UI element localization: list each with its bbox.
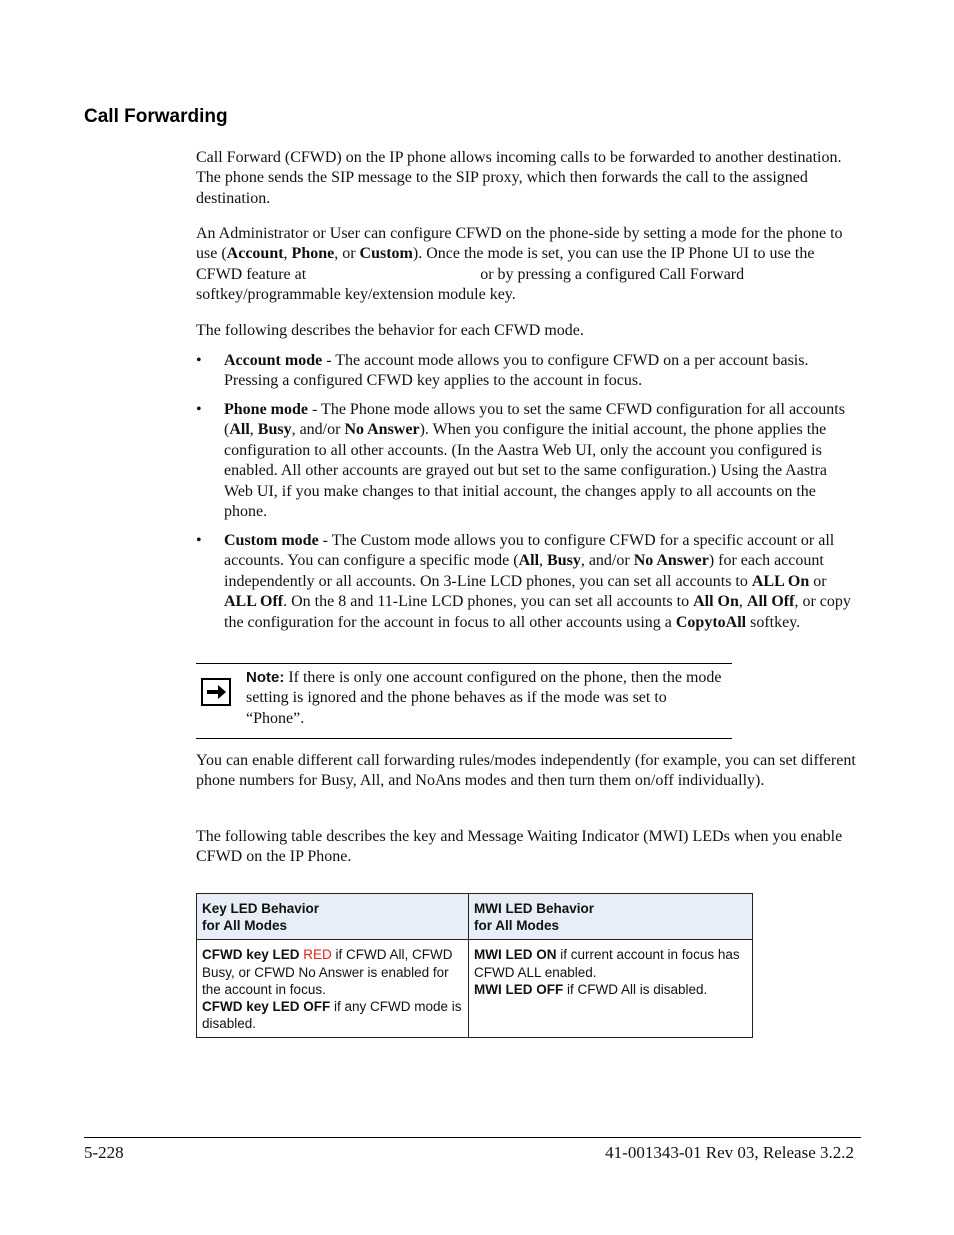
text-run: ). When you configure the initial account, the phone applies the configuration to all other accounts. (In the Aastra Web UI, only the account you configured is enabled. All other accounts are grayed out but set to the same configuration.) Using the Aastra Web UI, if you make changes to that initial account, the changes apply to all accounts on the phone. <box>224 421 827 521</box>
bullet-text <box>224 531 856 633</box>
note-text <box>246 668 726 729</box>
text-run: ) for each account independently or all accounts. On 3-Line LCD phones, you can set all accounts to <box>224 552 824 590</box>
text-run: , <box>738 593 747 611</box>
table-header-key-led <box>197 894 469 940</box>
red-label: RED <box>303 947 332 963</box>
mode-paragraph <box>196 224 856 306</box>
bold-term: Account <box>226 245 284 263</box>
table-intro-paragraph: The following table describes the key and Message Waiting Indicator (MWI) LEDs when you enable CFWD on the IP Phone. <box>196 828 843 866</box>
bold-term: Phone mode <box>224 401 308 418</box>
text-run: or <box>809 572 827 590</box>
table-header-row <box>197 894 753 940</box>
bold-term: No Answer <box>633 552 709 570</box>
header-line: for All Modes <box>202 918 288 934</box>
bold-term: ALL On <box>751 572 810 590</box>
bullet-text <box>224 351 856 392</box>
modes-intro-paragraph: The following describes the behavior for each CFWD mode. <box>196 322 584 339</box>
note-box <box>196 663 732 739</box>
text-run: if any CFWD mode is disabled. <box>202 999 462 1032</box>
bold-term: All <box>518 552 540 570</box>
text-run: , and/or <box>580 552 634 570</box>
text-run: or by pressing a configured Call Forward softkey/programmable key/extension module key. <box>196 265 745 304</box>
bold-term: Busy <box>257 421 292 439</box>
text-run: ). Once the mode is set, you can use the IP Phone UI to use the CFWD feature at <box>196 245 815 283</box>
text-run: , <box>283 245 292 263</box>
text-run: if CFWD All, CFWD Busy, or CFWD No Answer is enabled for the account in focus. <box>202 947 453 997</box>
text-run: if CFWD All is disabled. <box>563 981 708 997</box>
footer-divider <box>84 1137 861 1138</box>
bold-term: No Answer <box>344 421 420 439</box>
led-behavior-table <box>196 893 753 1038</box>
text-run: . On the 8 and 11-Line LCD phones, you can set all accounts to <box>283 593 694 611</box>
text-run: , or copy the configuration for the account in focus to all other accounts using a <box>224 593 851 631</box>
note-label: Note: <box>246 669 285 686</box>
bold-term: Custom mode <box>224 532 319 549</box>
bold-term: All On <box>693 593 739 611</box>
text-run: if current account in focus has CFWD ALL enabled. <box>474 947 740 980</box>
bullet-dot: • <box>196 352 202 369</box>
bullet-dot: • <box>196 532 202 549</box>
bold-term: CFWD key LED <box>202 947 304 963</box>
table-row <box>197 940 753 1038</box>
note-body: If there is only one account configured on the phone, then the mode setting is ignored and the phone behaves as if the mode was set to “Phone”. <box>246 669 722 727</box>
rules-paragraph: You can enable different call forwarding rules/modes independently (for example, you can set different phone numbers for Busy, All, and NoAns modes and then turn them on/off individually). <box>196 752 856 790</box>
section-heading: Call Forwarding <box>84 106 228 127</box>
bullet-dot: • <box>196 401 202 418</box>
intro-paragraph: Call Forward (CFWD) on the IP phone allows incoming calls to be forwarded to another destination. The phone sends the SIP message to the SIP proxy, which then forwards the call to the assigned destination. <box>196 149 842 207</box>
text-run: - The Custom mode allows you to configure CFWD for a specific account or all accounts. You can configure a specific mode ( <box>224 532 835 570</box>
bold-term: Busy <box>547 552 581 570</box>
bold-term: Phone <box>291 245 335 263</box>
bullet-account-mode <box>196 351 856 392</box>
bold-term: All <box>229 421 250 439</box>
table-cell-mwi-led <box>469 940 753 1038</box>
text-run: An Administrator or User can configure CFWD on the phone-side by setting a mode for the phone to use ( <box>196 225 843 263</box>
bullet-phone-mode <box>196 400 856 522</box>
bold-term: MWI LED ON <box>474 947 557 963</box>
bold-term: CFWD key LED OFF <box>202 999 331 1015</box>
bold-term: CopytoAll <box>675 613 747 631</box>
header-line: for All Modes <box>474 918 560 934</box>
bold-term: Custom <box>359 245 413 263</box>
header-line: Key LED Behavior <box>202 901 320 916</box>
table-header-mwi-led <box>469 894 753 940</box>
right-arrow-icon-svg <box>203 680 229 704</box>
bullet-custom-mode <box>196 531 856 633</box>
bold-term: ALL Off <box>224 593 284 611</box>
text-run: - The account mode allows you to configure CFWD on a per account basis. Pressing a configured CFWD key applies to the account in focus. <box>224 352 809 390</box>
bold-term: Account mode <box>224 352 323 369</box>
bold-term: All Off <box>746 593 795 611</box>
text-run: , and/or <box>291 421 345 439</box>
text-run: softkey. <box>746 613 801 631</box>
text-run: , <box>539 552 548 570</box>
table-cell-key-led <box>197 940 469 1038</box>
bullet-text <box>224 400 856 522</box>
header-line: MWI LED Behavior <box>474 901 595 916</box>
text-run: , <box>249 421 258 439</box>
page-number: 5-228 <box>84 1143 124 1162</box>
right-arrow-icon <box>201 678 231 706</box>
text-run: , or <box>334 245 360 263</box>
text-run: - The Phone mode allows you to set the same CFWD configuration for all accounts ( <box>224 401 845 439</box>
bold-term: MWI LED OFF <box>474 981 564 997</box>
document-id: 41-001343-01 Rev 03, Release 3.2.2 <box>605 1143 854 1162</box>
